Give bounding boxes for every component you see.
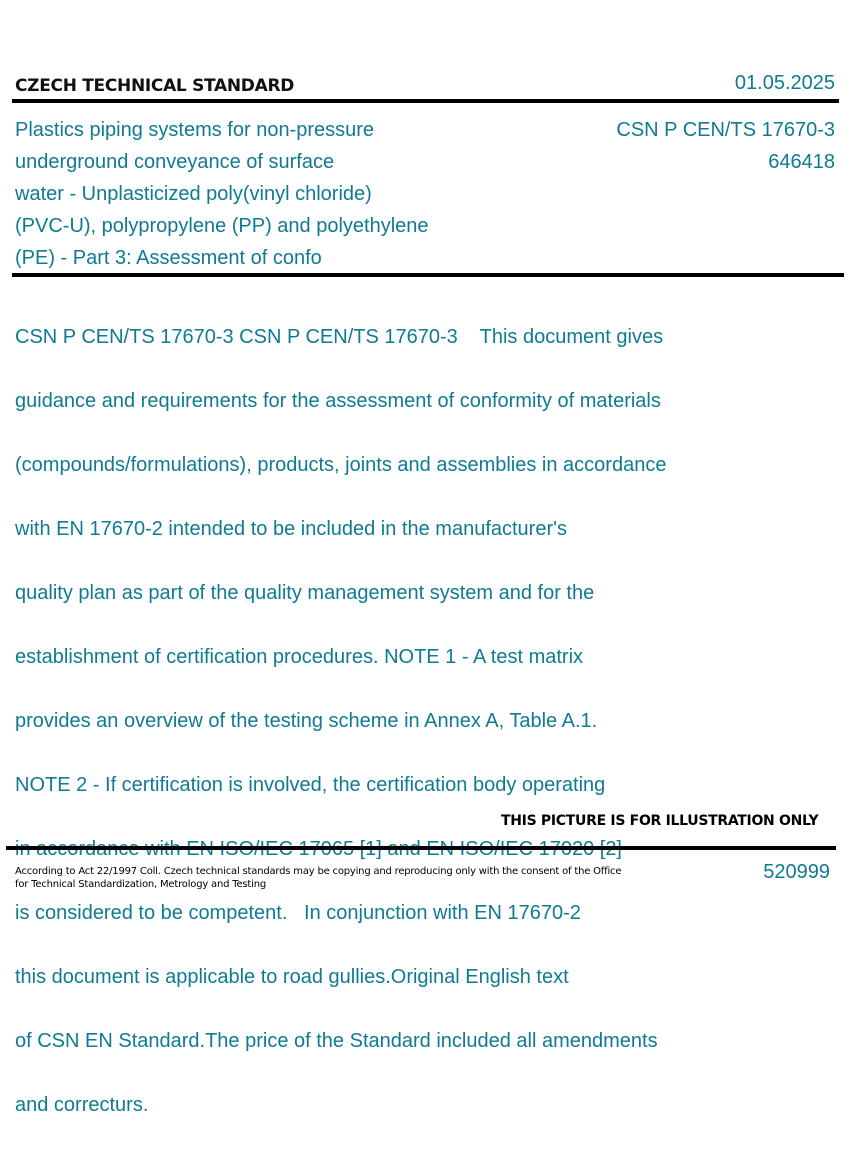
abstract-line: establishment of certification procedures. NOTE 1 - A test matrix (15, 646, 584, 668)
abstract-line: NOTE 2 - If certification is involved, the certification body operating (15, 774, 606, 796)
footer-code: 520999 (763, 861, 830, 883)
illustration-disclaimer: THIS PICTURE IS FOR ILLUSTRATION ONLY (501, 813, 819, 829)
abstract-line: quality plan as part of the quality management system and for the (15, 582, 595, 604)
legal-line: According to Act 22/1997 Coll. Czech technical standards may be copying and reproducing only with the consent of the Office (15, 866, 622, 877)
abstract-line: provides an overview of the testing scheme in Annex A, Table A.1. (15, 710, 598, 732)
abstract-line: of CSN EN Standard.The price of the Standard included all amendments (15, 1030, 658, 1052)
title-line: (PVC-U), polypropylene (PP) and polyethylene (15, 215, 429, 237)
legal-line: for Technical Standardization, Metrology and Testing (15, 879, 266, 890)
header-divider (12, 99, 839, 103)
title-line: underground conveyance of surface (15, 151, 335, 173)
abstract-line: (compounds/formulations), products, joints and assemblies in accordance (15, 454, 667, 476)
legal-notice (15, 865, 622, 891)
title-divider (12, 273, 844, 277)
footer-divider (6, 846, 836, 850)
document-type-heading: CZECH TECHNICAL STANDARD (15, 76, 295, 96)
standard-title (15, 114, 485, 274)
title-line: Plastics piping systems for non-pressure (15, 119, 375, 141)
abstract-line: guidance and requirements for the assessment of conformity of materials (15, 390, 661, 412)
publication-date: 01.05.2025 (734, 72, 835, 94)
title-line: water - Unplasticized poly(vinyl chloride) (15, 183, 372, 205)
abstract-line: CSN P CEN/TS 17670-3 CSN P CEN/TS 17670-3 This document gives (15, 326, 664, 348)
standard-abstract (15, 289, 735, 1153)
standard-identifiers (616, 114, 835, 178)
abstract-line: with EN 17670-2 intended to be included in the manufacturer's (15, 518, 567, 540)
abstract-line: and correcturs. (15, 1094, 149, 1116)
abstract-line: this document is applicable to road gullies.Original English text (15, 966, 569, 988)
standard-number: 646418 (768, 151, 835, 173)
standard-code: CSN P CEN/TS 17670-3 (616, 119, 835, 141)
abstract-line: is considered to be competent. In conjunction with EN 17670-2 (15, 902, 581, 924)
title-line: (PE) - Part 3: Assessment of confo (15, 247, 322, 269)
